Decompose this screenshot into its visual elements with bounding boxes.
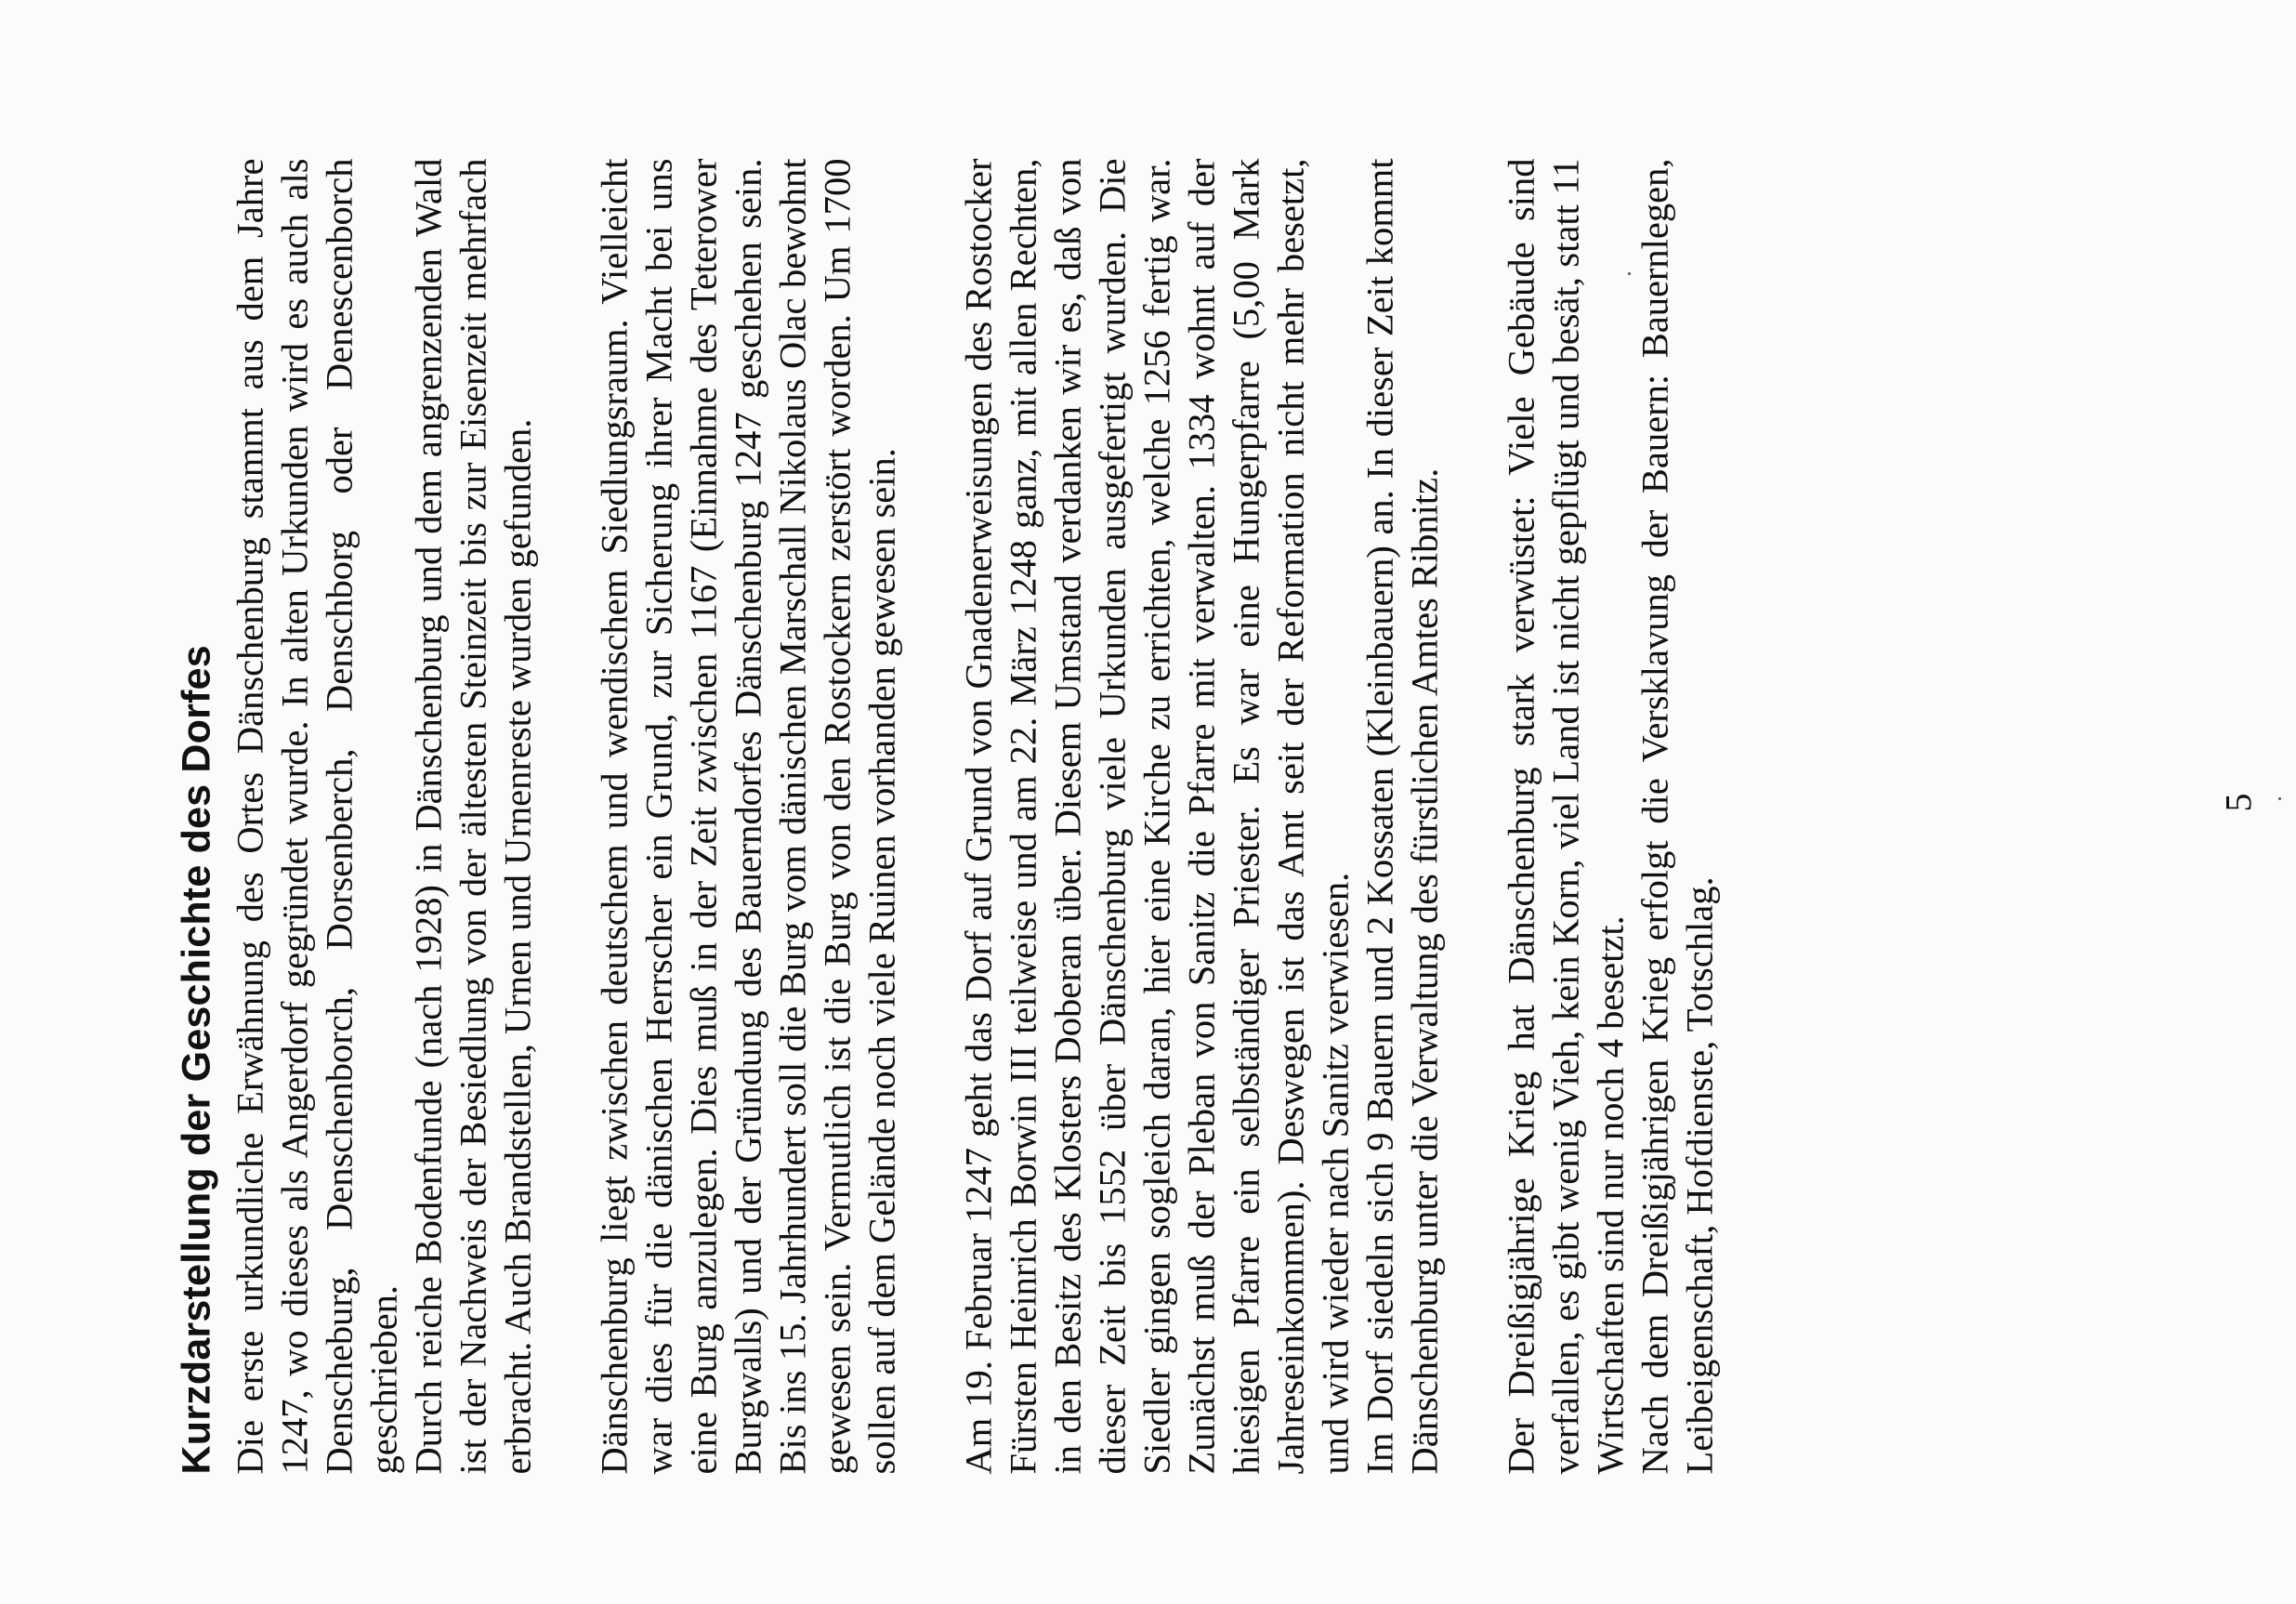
- section-thirty-years-war: [1499, 158, 1722, 1474]
- section-first-mention: [228, 158, 540, 1474]
- paragraph: Durch reiche Bodenfunde (nach 1928) in Dänschenburg und dem angrenzenden Wald ist der Nachweis der Besiedlung von der ältesten Steinzeit bis zur Eisenzeit mehrfach erbracht. Auch Brandstellen, Urnen und Urnenreste wurden gefunden.: [407, 158, 538, 1474]
- scan-speck: [2278, 797, 2281, 800]
- section-doberan-monastery: [956, 158, 1447, 1474]
- document-title: Kurzdarstellung der Geschichte des Dorfes: [174, 644, 218, 1474]
- paragraph: Die erste urkundliche Erwähnung des Ortes Dänschenburg stammt aus dem Jahre 1247, wo dieses als Angerdorf gegründet wurde. In alten Urkunden wird es auch als Denscheburg, Denschenborch, Dorsenberch, Denschborg oder Denescenborch geschrieben.: [229, 158, 404, 1474]
- paragraph: Nach dem Dreißigjährigen Krieg erfolgt die Versklavung der Bauern: Bauernlegen, Leibeigenschaft, Hofdienste, Totschlag.: [1633, 158, 1720, 1474]
- paragraph: Dänschenburg liegt zwischen deutschem und wendischem Siedlungsraum. Vielleicht war dies für die dänischen Herrscher ein Grund, zur Sicherung ihrer Macht bei uns eine Burg anzulegen. Dies muß in der Zeit zwischen 1167 (Einnahme des Teterower Burgwalls) und der Gründung des Bauerndorfes Dänschenburg 1247 geschehen sein. Bis ins 15. Jahrhundert soll die Burg vom dänischen Marschall Nikolaus Olac bewohnt gewesen sein. Vermutlich ist die Burg von den Rostockern zerstört worden. Um 1700 sollen auf dem Gelände noch viele Ruinen vorhanden gewesen sein.: [593, 158, 902, 1474]
- paragraph: Im Dorf siedeln sich 9 Bauern und 2 Kossaten (Kleinbauern) an. In dieser Zeit kommt Dänschenburg unter die Verwaltung des fürstlichen Amtes Ribnitz.: [1358, 158, 1445, 1474]
- paragraph: Am 19. Februar 1247 geht das Dorf auf Grund von Gnadenerweisungen des Rostocker Fürsten Heinrich Borwin III teilweise und am 22. März 1248 ganz, mit allen Rechten, in den Besitz des Klosters Doberan über. Diesem Umstand verdanken wir es, daß von dieser Zeit bis 1552 über Dänschenburg viele Urkunden ausgefertigt wurden. Die Siedler gingen sogleich daran, hier eine Kirche zu errichten, welche 1256 fertig war. Zunächst muß der Pleban von Sanitz die Pfarre mit verwalten. 1334 wohnt auf der hiesigen Pfarre ein selbständiger Priester. Es war eine Hungerpfarre (5,00 Mark Jahreseinkommen). Deswegen ist das Amt seit der Reformation nicht mehr besetzt, und wird wieder nach Sanitz verwiesen.: [957, 158, 1356, 1474]
- section-castle: [592, 158, 904, 1474]
- paragraph: Der Dreißigjährige Krieg hat Dänschenburg stark verwüstet: Viele Gebäude sind verfallen, es gibt wenig Vieh, kein Korn, viel Land ist nicht gepflügt und besät, statt 11 Wirtschaften sind nur noch 4 besetzt.: [1500, 158, 1631, 1474]
- page-number: 5: [2217, 793, 2259, 811]
- scan-speck: [1628, 272, 1631, 275]
